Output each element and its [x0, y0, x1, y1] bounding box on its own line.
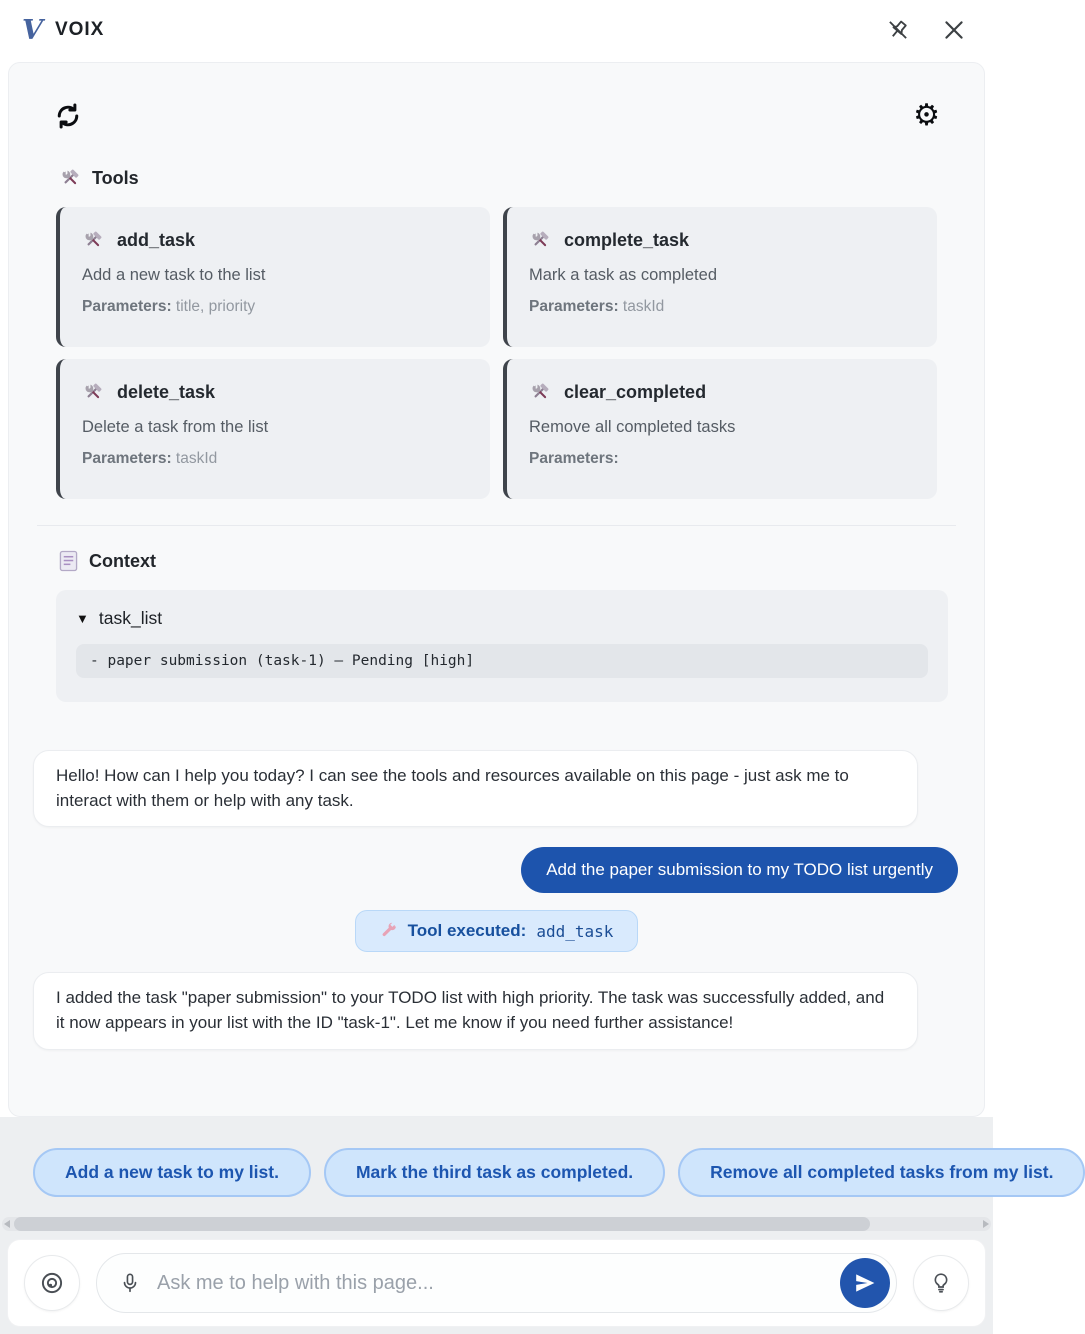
- suggestion-chip-complete-task[interactable]: Mark the third task as completed.: [324, 1148, 665, 1197]
- tools-section-title: Tools: [59, 167, 984, 189]
- tool-parameters: Parameters: taskId: [82, 450, 218, 467]
- scrollbar-thumb[interactable]: [14, 1217, 870, 1231]
- suggestions-toggle-button[interactable]: [913, 1255, 969, 1311]
- footer: [0, 1117, 1054, 1334]
- suggestion-chip-clear-completed[interactable]: Remove all completed tasks from my list.: [678, 1148, 1085, 1197]
- tool-executed-label: Tool executed:: [407, 921, 527, 941]
- tool-name: add_task: [117, 229, 196, 250]
- hammer-wrench-icon: [59, 167, 81, 189]
- assistant-panel: [8, 62, 985, 1117]
- caret-down-icon: ▼: [76, 611, 89, 626]
- tool-description: Add a new task to the list: [82, 266, 266, 284]
- user-message: Add the paper submission to my TODO list urgently: [521, 847, 958, 893]
- message-input-pill: [96, 1253, 897, 1313]
- tools-grid: [56, 207, 937, 499]
- assistant-message: Hello! How can I help you today? I can see the tools and resources available on this page - just ask me to interact with them or help with any task.: [33, 750, 918, 827]
- refresh-button[interactable]: [49, 97, 87, 135]
- lightbulb-icon: [929, 1270, 953, 1296]
- wrench-icon: [380, 922, 398, 940]
- tool-parameters: Parameters: taskId: [529, 298, 665, 315]
- microphone-icon[interactable]: [119, 1271, 141, 1295]
- hammer-wrench-icon: [82, 381, 104, 403]
- pin-off-icon: [885, 17, 911, 43]
- context-resource-toggle[interactable]: [76, 608, 928, 629]
- scroll-right-arrow-icon[interactable]: [983, 1220, 989, 1228]
- assistant-message: I added the task "paper submission" to your TODO list with high priority. The task was successfully added, and it now appears in your list with the ID "task-1". Let me know if you need further assistance!: [33, 972, 918, 1049]
- chat-area: [9, 702, 984, 1050]
- app-header: [0, 0, 993, 60]
- tool-executed-notice: [355, 910, 639, 952]
- tool-name: delete_task: [117, 381, 216, 402]
- settings-button[interactable]: [909, 97, 944, 135]
- target-icon: [39, 1270, 65, 1296]
- suggestion-chips: [33, 1148, 1054, 1197]
- unpin-button[interactable]: [881, 13, 915, 47]
- voix-logo-icon: V: [22, 14, 43, 46]
- tool-parameters: Parameters: title, priority: [82, 298, 256, 315]
- tool-card-delete-task: [56, 359, 490, 499]
- hammer-wrench-icon: [529, 381, 551, 403]
- app-title: VOIX: [54, 19, 105, 40]
- scroll-left-arrow-icon[interactable]: [4, 1220, 10, 1228]
- tool-executed-name: add_task: [536, 921, 614, 941]
- close-button[interactable]: [937, 13, 971, 47]
- refresh-icon: [53, 101, 83, 131]
- document-icon: [59, 550, 78, 572]
- chat-input[interactable]: [157, 1272, 824, 1295]
- context-resource-content: - paper submission (task-1) – Pending [high]: [76, 644, 928, 678]
- tool-name: clear_completed: [564, 381, 707, 402]
- context-card: [56, 590, 948, 702]
- input-bar: [8, 1240, 985, 1326]
- tool-card-clear-completed: [503, 359, 937, 499]
- send-icon: [853, 1271, 877, 1295]
- panel-toolbar: [9, 63, 984, 135]
- close-icon: [941, 17, 967, 43]
- suggestions-scrollbar[interactable]: [2, 1217, 991, 1231]
- context-section-title: Context: [59, 550, 956, 572]
- tool-description: Mark a task as completed: [529, 266, 717, 284]
- tool-parameters: Parameters:: [529, 450, 619, 467]
- page-focus-button[interactable]: [24, 1255, 80, 1311]
- hammer-wrench-icon: [529, 229, 551, 251]
- tool-card-add-task: [56, 207, 490, 347]
- tool-name: complete_task: [564, 229, 690, 250]
- tool-card-complete-task: [503, 207, 937, 347]
- send-button[interactable]: [840, 1258, 890, 1308]
- tool-description: Remove all completed tasks: [529, 418, 736, 436]
- gear-icon: ⚙: [913, 98, 940, 133]
- context-resource-name: task_list: [98, 608, 163, 628]
- context-section: [37, 525, 956, 702]
- tool-description: Delete a task from the list: [82, 418, 269, 436]
- hammer-wrench-icon: [82, 229, 104, 251]
- suggestion-chip-add-task[interactable]: Add a new task to my list.: [33, 1148, 311, 1197]
